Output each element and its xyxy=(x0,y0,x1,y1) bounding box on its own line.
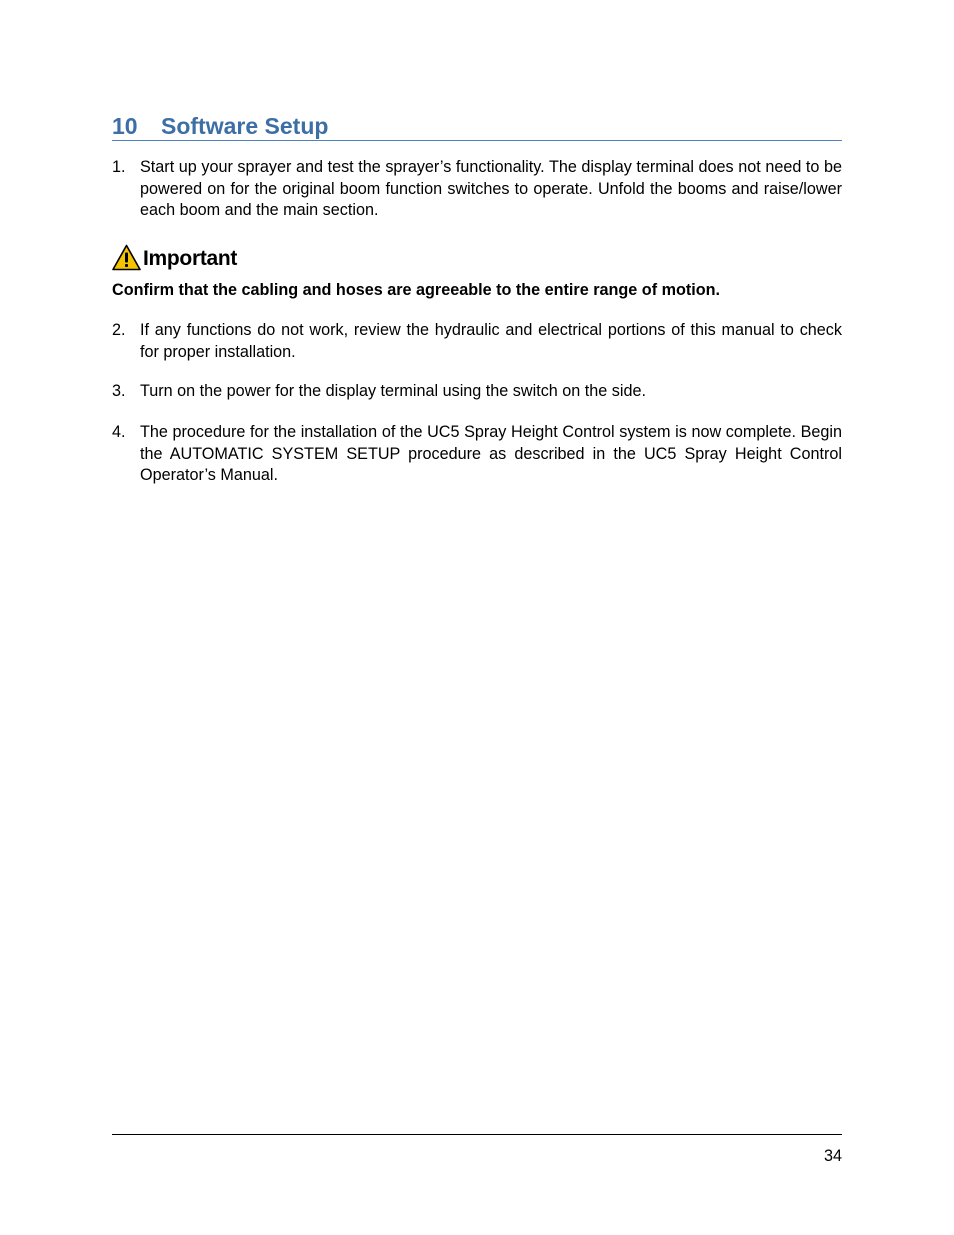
important-note: Confirm that the cabling and hoses are agreeable to the entire range of motion. xyxy=(112,281,721,299)
step-item xyxy=(112,381,842,403)
footer-rule xyxy=(112,1134,842,1135)
page-number: 34 xyxy=(823,1147,842,1165)
step-text: Start up your sprayer and test the sprayer’s functionality. The display terminal does not need to be powered on for the original boom function switches to operate. Unfold the booms and raise/lower each boom and the main section. xyxy=(140,158,842,220)
important-callout xyxy=(112,244,512,274)
warning-icon xyxy=(112,244,141,271)
section-heading xyxy=(112,111,842,141)
step-number: 3. xyxy=(112,382,126,400)
step-text: The procedure for the installation of the UC5 Spray Height Control system is now complete. Begin the AUTOMATIC SYSTEM SETUP procedure as described in the UC5 Spray Height Control Operator’s Manual. xyxy=(140,423,842,485)
section-number: 10 xyxy=(112,113,138,139)
step-number: 2. xyxy=(112,321,126,339)
step-number: 4. xyxy=(112,423,126,441)
step-number: 1. xyxy=(112,158,126,176)
important-label: Important xyxy=(143,247,238,270)
section-title: Software Setup xyxy=(161,113,329,139)
step-item xyxy=(112,157,842,222)
step-text: Turn on the power for the display terminal using the switch on the side. xyxy=(140,382,646,400)
step-text: If any functions do not work, review the hydraulic and electrical portions of this manual to check for proper installation. xyxy=(140,321,842,361)
step-item xyxy=(112,422,842,487)
step-item xyxy=(112,320,842,363)
